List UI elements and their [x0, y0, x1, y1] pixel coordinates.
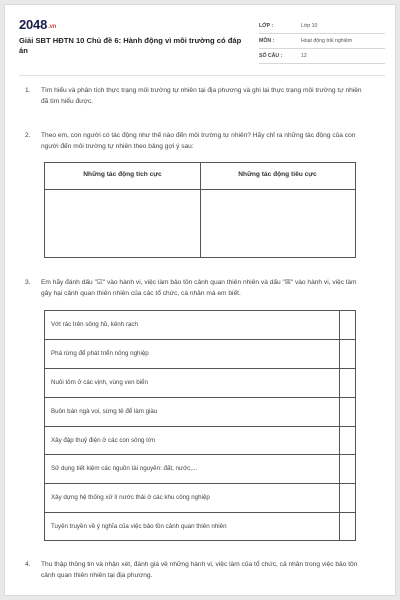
check-box[interactable]	[339, 369, 356, 397]
positive-impact-header: Những tác động tích cực	[83, 171, 162, 178]
question-text: Theo em, con người có tác động như thế nào đến môi trường tự nhiên? Hãy chỉ ra những tác động của con người đến môi trường tự nhiên theo bảng gợi ý sau:	[41, 132, 356, 150]
table-row	[45, 340, 355, 369]
logo-text: 2048	[19, 17, 48, 32]
meta-value: Lớp 10	[301, 23, 318, 29]
site-logo[interactable]	[19, 17, 56, 32]
question-number: 2.	[25, 132, 31, 139]
behavior-text: Xây đập thuỷ điện ở các con sông lớn	[51, 437, 156, 444]
header-divider	[19, 75, 385, 76]
check-box[interactable]	[339, 455, 356, 483]
meta-key: SỐ CÂU :	[259, 53, 283, 59]
behavior-text: Phá rừng để phát triển nông nghiệp	[51, 350, 149, 357]
table-row	[45, 513, 355, 541]
behavior-text: Sử dụng tiết kiệm các nguồn tài nguyên: đất, nước,...	[51, 465, 198, 472]
document-header	[19, 17, 385, 67]
question-number: 1.	[25, 87, 31, 94]
question-text: Tìm hiểu và phân tích thực trạng môi trường tự nhiên tại địa phương và ghi lại thực trạng môi trường tự nhiên đã tìm hiểu được.	[41, 87, 362, 105]
question-number: 4.	[25, 561, 31, 568]
behavior-text: Vớt rác trên sông hồ, kênh rạch	[51, 321, 138, 328]
table-row	[45, 455, 355, 484]
table-row	[45, 398, 355, 427]
behavior-text: Nuôi tôm ở các vịnh, vùng ven biển	[51, 379, 148, 386]
negative-impact-header: Những tác động tiêu cực	[238, 171, 317, 178]
check-box[interactable]	[339, 427, 356, 454]
logo-suffix: .vn	[48, 24, 57, 30]
question-text: Em hãy đánh dấu "☑" vào hành vi, việc làm bảo tồn cảnh quan thiên nhiên và dấu "☒" vào hành vi, việc làm gây hại cảnh quan thiên nhiên của các tổ chức, cá nhân mà em biết.	[41, 279, 357, 297]
meta-row-count	[259, 49, 385, 64]
page-title: Giải SBT HĐTN 10 Chủ đề 6: Hành động vì môi trường có đáp án	[19, 36, 242, 55]
check-box[interactable]	[339, 398, 356, 426]
document-page	[4, 4, 396, 596]
check-box[interactable]	[339, 484, 356, 512]
table-row	[45, 484, 355, 513]
check-box[interactable]	[339, 311, 356, 339]
meta-value: Hoạt động trải nghiệm	[301, 38, 353, 44]
behavior-table	[44, 310, 356, 541]
table-row	[45, 427, 355, 455]
question-text: Thu thập thông tin và nhận xét, đánh giá về những hành vi, việc làm của tổ chức, cá nhân trong việc bảo tồn cảnh quan thiên nhiên tại địa phương.	[41, 561, 358, 579]
meta-info	[259, 19, 385, 64]
behavior-text: Xây dựng hệ thống xử lí nước thải ở các khu công nghiệp	[51, 494, 210, 501]
behavior-text: Tuyên truyền về ý nghĩa của việc bảo tồn cảnh quan thiên nhiên	[51, 523, 227, 530]
meta-value: 12	[301, 53, 307, 59]
question-number: 3.	[25, 279, 31, 286]
table-row	[45, 369, 355, 398]
check-box[interactable]	[339, 513, 356, 541]
meta-row-subject	[259, 34, 385, 49]
meta-row-class	[259, 19, 385, 34]
check-box[interactable]	[339, 340, 356, 368]
table-row	[45, 311, 355, 340]
meta-key: MÔN :	[259, 38, 275, 44]
impact-table	[44, 162, 356, 258]
meta-key: LỚP :	[259, 23, 274, 29]
behavior-text: Buôn bán ngà voi, sừng tê để làm giàu	[51, 408, 158, 415]
